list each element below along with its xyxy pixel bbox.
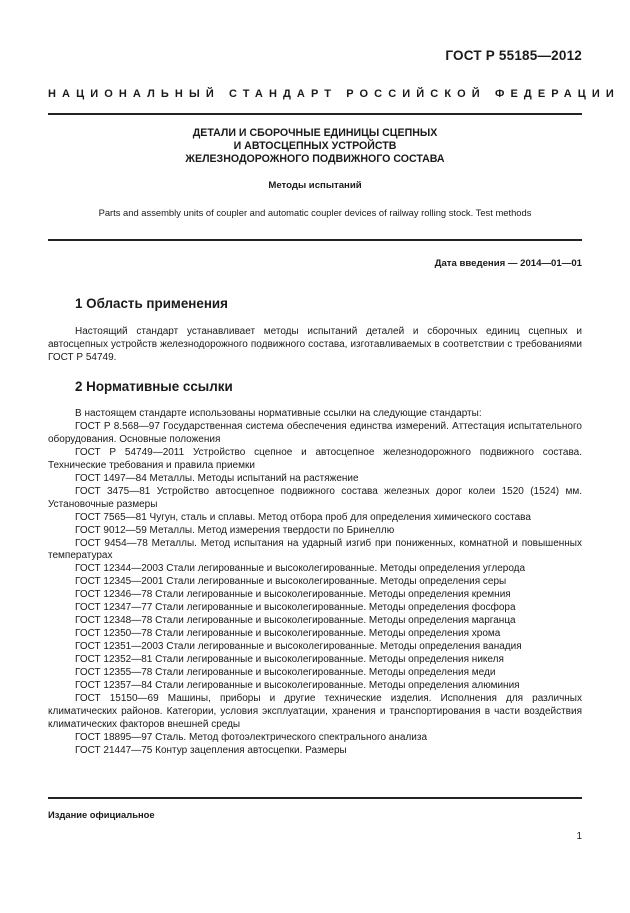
normative-references-list <box>48 408 582 758</box>
title-line-3: ЖЕЛЕЗНОДОРОЖНОГО ПОДВИЖНОГО СОСТАВА <box>185 153 445 165</box>
reference-item: ГОСТ 1497—84 Металлы. Методы испытаний на растяжение <box>75 472 359 484</box>
english-title: Parts and assembly units of coupler and automatic coupler devices of railway rolling stock. Test methods <box>98 207 532 218</box>
reference-item: ГОСТ 12347—77 Стали легированные и высоколегированные. Методы определения фосфора <box>75 602 516 614</box>
document-title <box>48 127 582 166</box>
footer-divider <box>48 797 582 799</box>
section-1-paragraph: Настоящий стандарт устанавливает методы испытаний деталей и сборочных единиц сцепных и автосцепных устройств железнодорожного подвижного состава, изготавливаемых в соответствии с требованиями ГОСТ Р 54749. <box>48 326 582 363</box>
reference-item: ГОСТ 12345—2001 Стали легированные и высоколегированные. Методы определения серы <box>75 576 507 588</box>
reference-item: ГОСТ 21447—75 Контур зацепления автосцепки. Размеры <box>75 744 347 756</box>
official-edition-label: Издание официальное <box>48 809 155 820</box>
reference-item: ГОСТ 15150—69 Машины, приборы и другие технические изделия. Исполнения для различных климатических районов. Категории, условия эксплуатации, хранения и транспортирования в части воздействия климатических факторов внешней среды <box>48 692 582 730</box>
reference-item: ГОСТ 12344—2003 Стали легированные и высоколегированные. Методы определения углерода <box>75 563 526 575</box>
reference-item: ГОСТ Р 54749—2011 Устройство сцепное и автосцепное железнодорожного подвижного состава. Технические требования и правила приемки <box>48 446 582 471</box>
document-subtitle: Методы испытаний <box>268 180 362 191</box>
reference-item: ГОСТ Р 8.568—97 Государственная система обеспечения единства измерений. Аттестация испытательного оборудования. Основные положения <box>48 420 582 445</box>
reference-item: ГОСТ 12351—2003 Стали легированные и высоколегированные. Методы определения ванадия <box>75 641 522 653</box>
section-2-heading: 2 Нормативные ссылки <box>75 379 233 394</box>
page-number: 1 <box>576 831 582 842</box>
reference-item: ГОСТ 12346—78 Стали легированные и высоколегированные. Методы определения кремния <box>75 589 511 601</box>
reference-intro: В настоящем стандарте использованы нормативные ссылки на следующие стандарты: <box>75 408 482 419</box>
national-standard-heading: НАЦИОНАЛЬНЫЙ СТАНДАРТ РОССИЙСКОЙ ФЕДЕРАЦИИ <box>48 88 620 100</box>
reference-item: ГОСТ 18895—97 Сталь. Метод фотоэлектрического спектрального анализа <box>75 731 428 743</box>
reference-item: ГОСТ 12357—84 Стали легированные и высоколегированные. Методы определения алюминия <box>75 680 520 692</box>
reference-item: ГОСТ 7565—81 Чугун, сталь и сплавы. Метод отбора проб для определения химического состава <box>75 511 531 523</box>
title-line-2: И АВТОСЦЕПНЫХ УСТРОЙСТВ <box>233 140 397 152</box>
document-code: ГОСТ Р 55185—2012 <box>445 48 582 63</box>
reference-item: ГОСТ 12348—78 Стали легированные и высоколегированные. Методы определения марганца <box>75 615 516 627</box>
reference-item: ГОСТ 9012—59 Металлы. Метод измерения твердости по Бринеллю <box>75 524 395 536</box>
section-1-heading: 1 Область применения <box>75 296 228 311</box>
introduction-date: Дата введения — 2014—01—01 <box>434 258 582 269</box>
reference-item: ГОСТ 3475—81 Устройство автосцепное подвижного состава железных дорог колеи 1520 (1524) мм. Установочные размеры <box>48 485 582 510</box>
reference-item: ГОСТ 9454—78 Металлы. Метод испытания на ударный изгиб при пониженных, комнатной и повышенных температурах <box>48 537 582 562</box>
reference-item: ГОСТ 12352—81 Стали легированные и высоколегированные. Методы определения никеля <box>75 654 504 666</box>
title-line-1: ДЕТАЛИ И СБОРОЧНЫЕ ЕДИНИЦЫ СЦЕПНЫХ <box>192 127 438 139</box>
reference-item: ГОСТ 12355—78 Стали легированные и высоколегированные. Методы определения меди <box>75 667 496 679</box>
section-1-text <box>48 325 582 364</box>
title-divider <box>48 239 582 241</box>
header-divider <box>48 113 582 115</box>
reference-item: ГОСТ 12350—78 Стали легированные и высоколегированные. Методы определения хрома <box>75 628 501 640</box>
